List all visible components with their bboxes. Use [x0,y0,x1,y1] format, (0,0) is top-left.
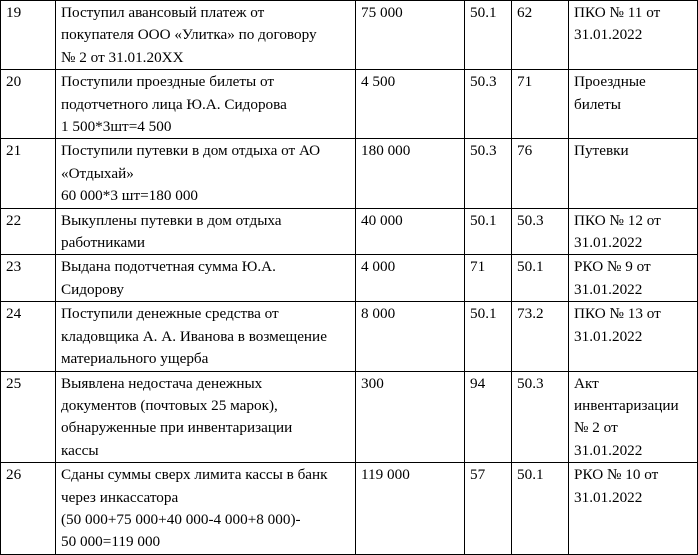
table-row [1,208,698,255]
description-line: 1 500*3шт=4 500 [61,118,172,136]
debit-account: 50.3 [465,70,512,139]
description-line: кассы [61,441,99,459]
source-document [569,255,698,302]
entry-description [56,463,356,555]
description-line: Поступили путевки в дом отдыха от АО [61,142,321,160]
document-line: № 2 от [574,419,618,437]
document-line: 31.01.2022 [574,441,643,459]
entry-number: 23 [1,255,56,302]
table-row [1,463,698,555]
credit-account: 50.1 [512,463,569,555]
entry-description [56,1,356,70]
entry-amount: 180 000 [356,139,465,208]
document-line: инвентаризации [574,396,679,414]
credit-account: 76 [512,139,569,208]
credit-account: 50.1 [512,255,569,302]
journal-entries-body [1,1,698,555]
document-line: ПКО № 11 от [574,4,661,21]
source-document [569,371,698,463]
description-line: Выдана подотчетная сумма Ю.А. [61,258,276,276]
description-line: покупателя ООО «Улитка» по договору [61,26,317,44]
debit-account: 50.1 [465,1,512,70]
entry-number: 21 [1,139,56,208]
debit-account: 50.1 [465,208,512,255]
table-row [1,70,698,139]
credit-account: 71 [512,70,569,139]
description-line: подотчетного лица Ю.А. Сидорова [61,95,287,113]
document-line: Акт [574,374,599,392]
entry-amount: 8 000 [356,302,465,371]
entry-number: 26 [1,463,56,555]
table-row [1,302,698,371]
description-line: Выявлена недостача денежных [61,374,263,392]
entry-amount: 4 500 [356,70,465,139]
entry-number: 20 [1,70,56,139]
credit-account: 50.3 [512,208,569,255]
entry-number: 24 [1,302,56,371]
description-line: Выкуплены путевки в дом отдыха [61,211,282,229]
document-line: Проездные [574,73,646,91]
credit-account: 62 [512,1,569,70]
description-line: Поступил авансовый платеж от [61,4,265,21]
document-line: Путевки [574,142,629,160]
description-line: работниками [61,234,145,252]
debit-account: 57 [465,463,512,555]
table-row [1,139,698,208]
entry-number: 22 [1,208,56,255]
document-line: 31.01.2022 [574,280,643,298]
source-document [569,70,698,139]
credit-account: 73.2 [512,302,569,371]
table-row [1,371,698,463]
description-line: Поступили проездные билеты от [61,73,275,91]
entry-number: 19 [1,1,56,70]
source-document [569,463,698,555]
description-line: документов (почтовых 25 марок), [61,396,278,414]
entry-amount: 119 000 [356,463,465,555]
table-row [1,1,698,70]
entry-description [56,302,356,371]
entry-description [56,255,356,302]
description-line: Поступили денежные средства от [61,305,279,323]
description-line: через инкассатора [61,488,179,506]
entry-description [56,371,356,463]
credit-account: 50.3 [512,371,569,463]
debit-account: 50.1 [465,302,512,371]
document-line: ПКО № 13 от [574,305,661,323]
document-line: 31.01.2022 [574,327,643,345]
entry-amount: 75 000 [356,1,465,70]
entry-amount: 300 [356,371,465,463]
source-document [569,302,698,371]
description-line: 60 000*3 шт=180 000 [61,187,199,205]
entry-number: 25 [1,371,56,463]
description-line: 50 000=119 000 [61,533,161,551]
description-line: № 2 от 31.01.20XX [61,48,184,66]
entry-amount: 40 000 [356,208,465,255]
description-line: Сданы суммы сверх лимита кассы в банк [61,466,328,484]
description-line: кладовщика А. А. Иванова в возмещение [61,327,327,345]
entry-description [56,139,356,208]
document-line: РКО № 9 от [574,258,651,276]
entry-amount: 4 000 [356,255,465,302]
debit-account: 50.3 [465,139,512,208]
description-line: (50 000+75 000+40 000-4 000+8 000)- [61,510,301,528]
description-line: материального ущерба [61,350,209,368]
source-document [569,208,698,255]
description-line: Сидорову [61,280,125,298]
debit-account: 94 [465,371,512,463]
description-line: обнаруженные при инвентаризации [61,419,293,437]
entry-description [56,70,356,139]
table-row [1,255,698,302]
description-line: «Отдыхай» [61,164,134,182]
document-line: ПКО № 12 от [574,211,661,229]
document-line: РКО № 10 от [574,466,659,484]
entry-description [56,208,356,255]
document-line: 31.01.2022 [574,234,643,252]
document-line: 31.01.2022 [574,488,643,506]
document-line: билеты [574,95,622,113]
source-document [569,1,698,70]
debit-account: 71 [465,255,512,302]
source-document [569,139,698,208]
document-line: 31.01.2022 [574,26,643,44]
